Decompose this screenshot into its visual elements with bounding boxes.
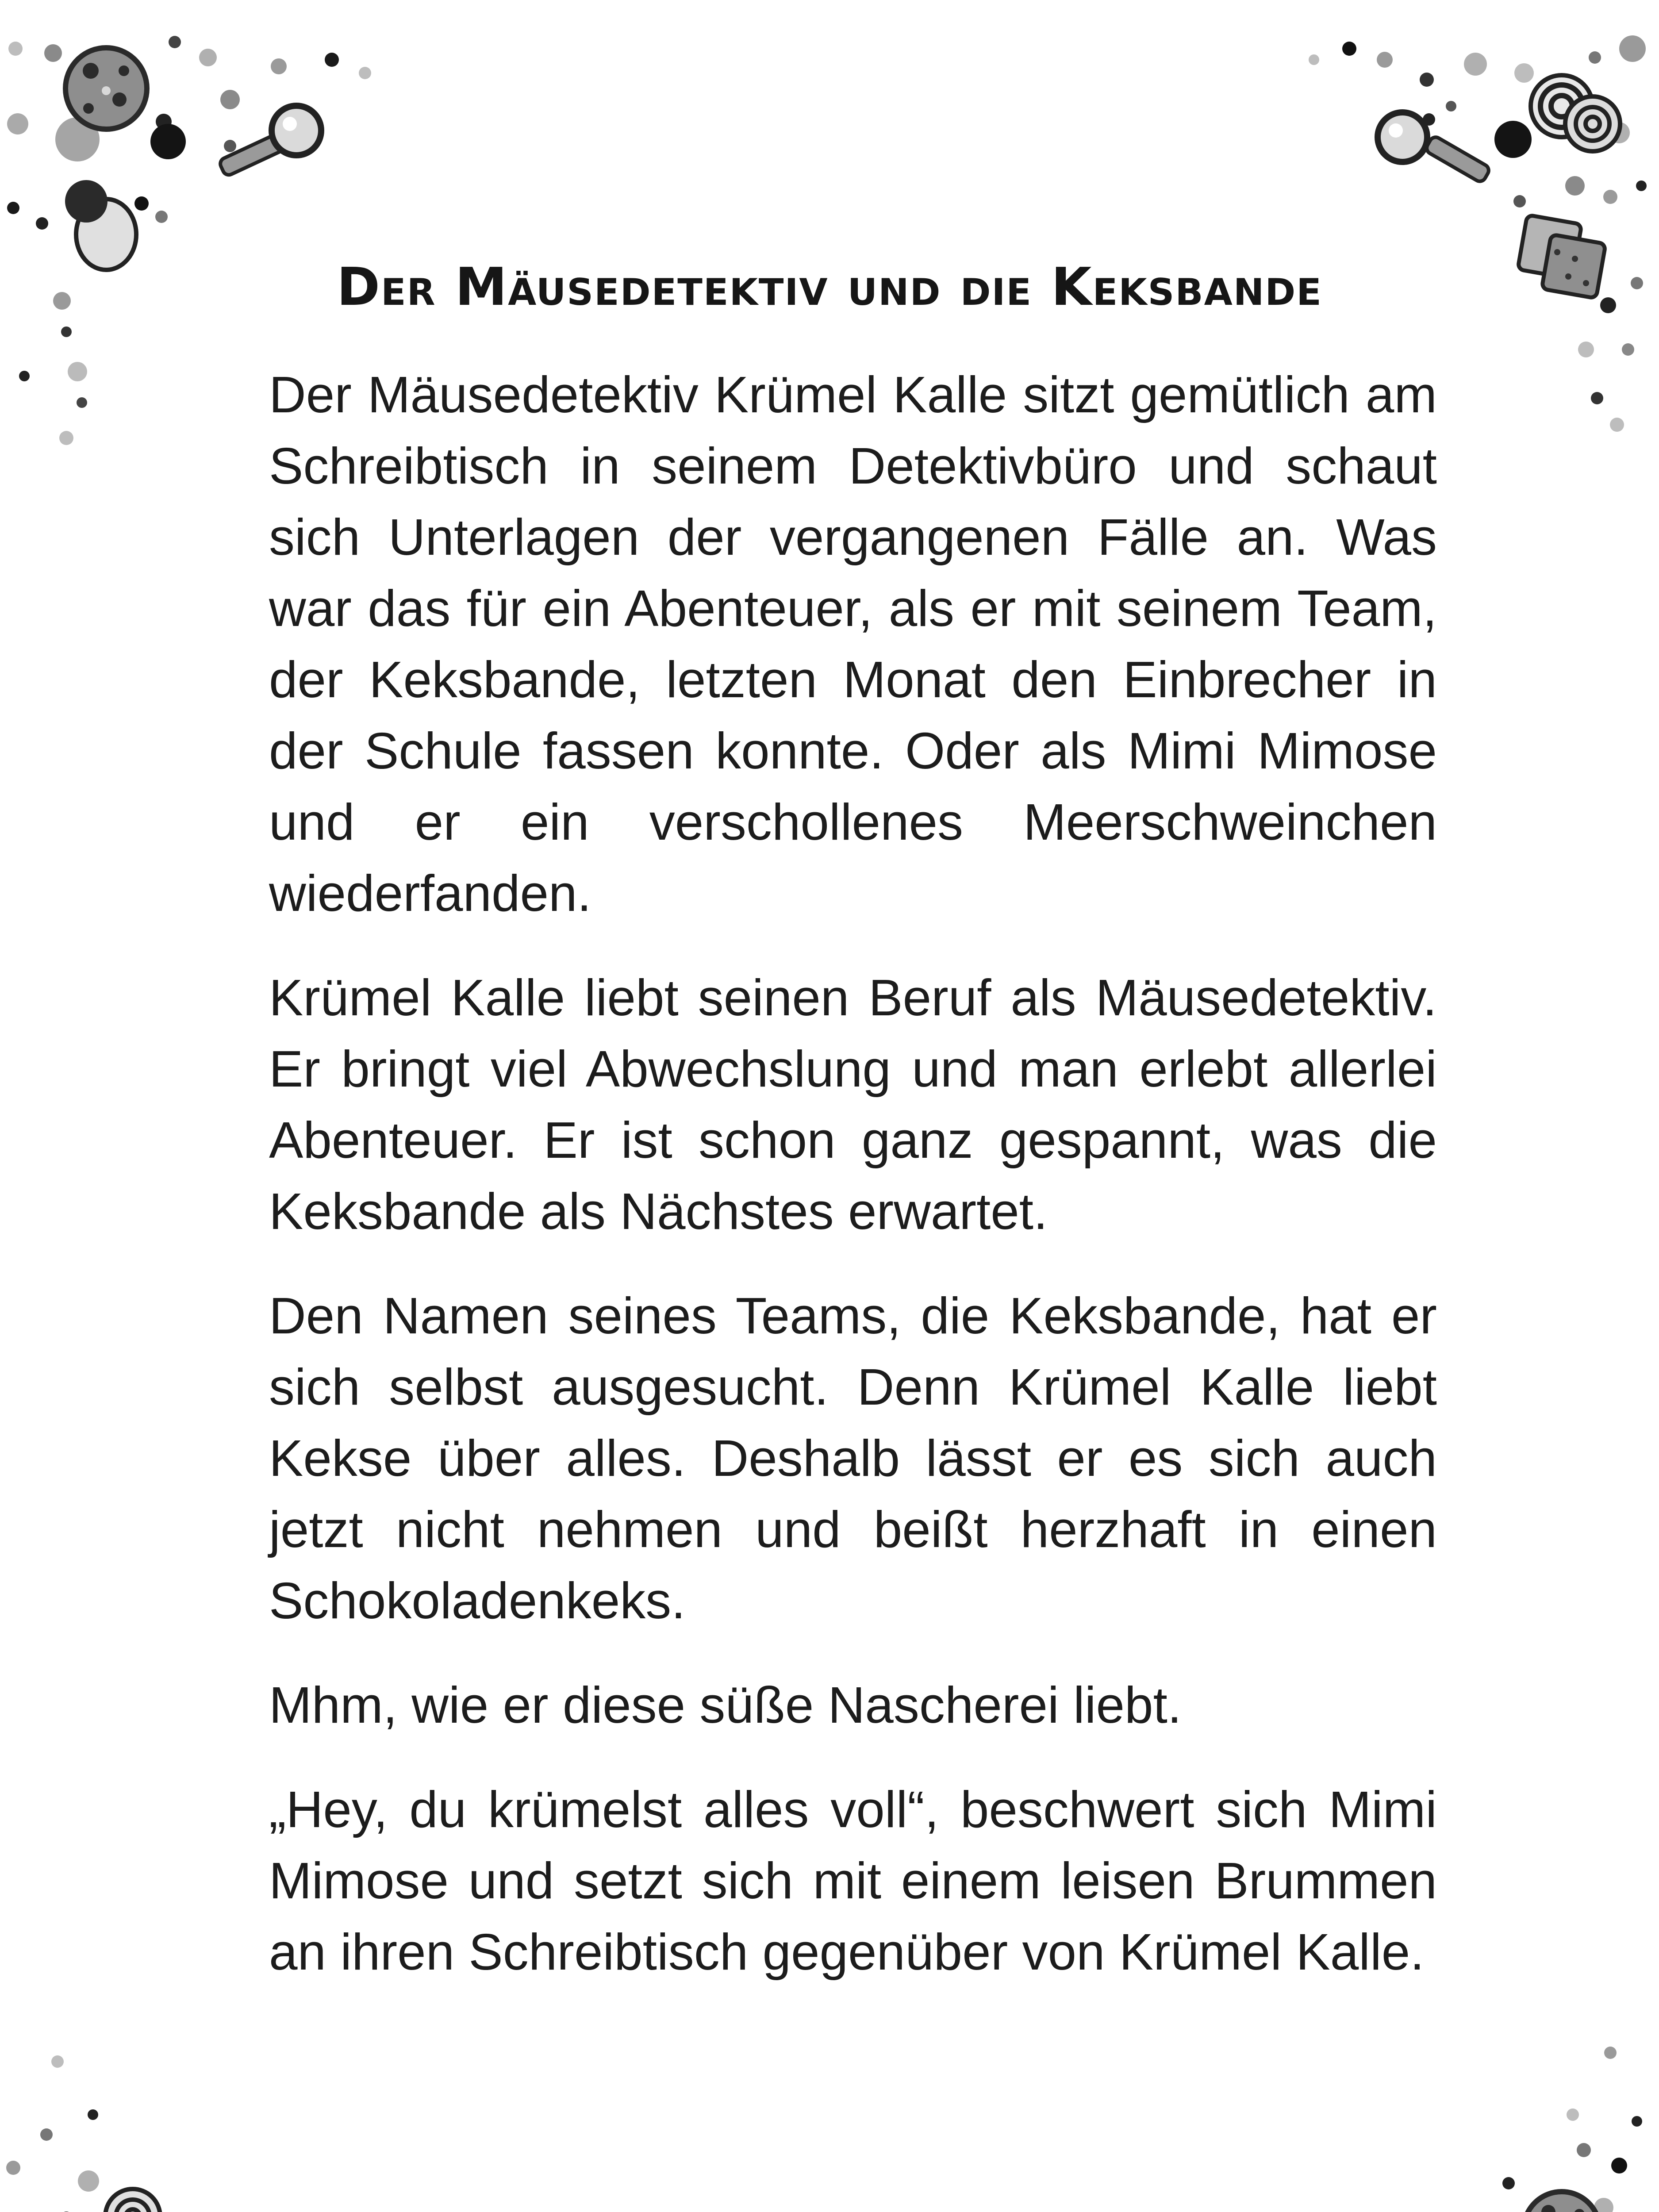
magnifying-glass-icon [219, 106, 321, 177]
cookie-icon [65, 48, 147, 129]
magnifying-glass-icon [1378, 112, 1491, 184]
cookie-icon [1524, 2192, 1600, 2212]
paragraph: Der Mäusedetektiv Krümel Kalle sitzt gemütlich am Schreibtisch in seinem Detektivbüro und schaut sich Unterlagen der vergangenen Fälle an. Was war das für ein Abenteuer, als er mit seinem Team, der Keksbande, letzten Monat den Einbrecher in der Schule fassen konnte. Oder als Mimi Mimose und er ein verschollenes Meerschweinchen wiederfanden. [269, 366, 1437, 922]
story-text [269, 359, 1437, 1988]
bottom-right-decoration [1213, 2047, 1652, 2212]
paragraph: Mhm, wie er diese süße Nascherei liebt. [269, 1676, 1182, 1734]
paragraph: Den Namen seines Teams, die Keksbande, hat er sich selbst ausgesucht. Denn Krümel Kalle liebt Kekse über alles. Deshalb lässt er es sich auch jetzt nicht nehmen und beißt herzhaft in einen Schokoladenkeks. [269, 1287, 1437, 1629]
lollipop-icon [1531, 75, 1620, 151]
page-title: Der Mäusedetektiv und die Keksbande [337, 256, 1322, 318]
paragraph: „Hey, du krümelst alles voll“, beschwert sich Mimi Mimose und setzt sich mit einem leisen Brummen an ihren Schreibtisch gegenüber von Krümel Kalle. [269, 1781, 1437, 1981]
paragraph: Krümel Kalle liebt seinen Beruf als Mäusedetektiv. Er bringt viel Abwechslung und man erlebt allerlei Abenteuer. Er ist schon ganz gespannt, was die Keksbande als Nächstes erwartet. [269, 969, 1437, 1240]
bottom-left-decoration [6, 2055, 387, 2212]
confetti-dots [6, 2055, 387, 2212]
confetti-dots [1213, 2047, 1652, 2212]
lollipop-icon [78, 2189, 160, 2212]
